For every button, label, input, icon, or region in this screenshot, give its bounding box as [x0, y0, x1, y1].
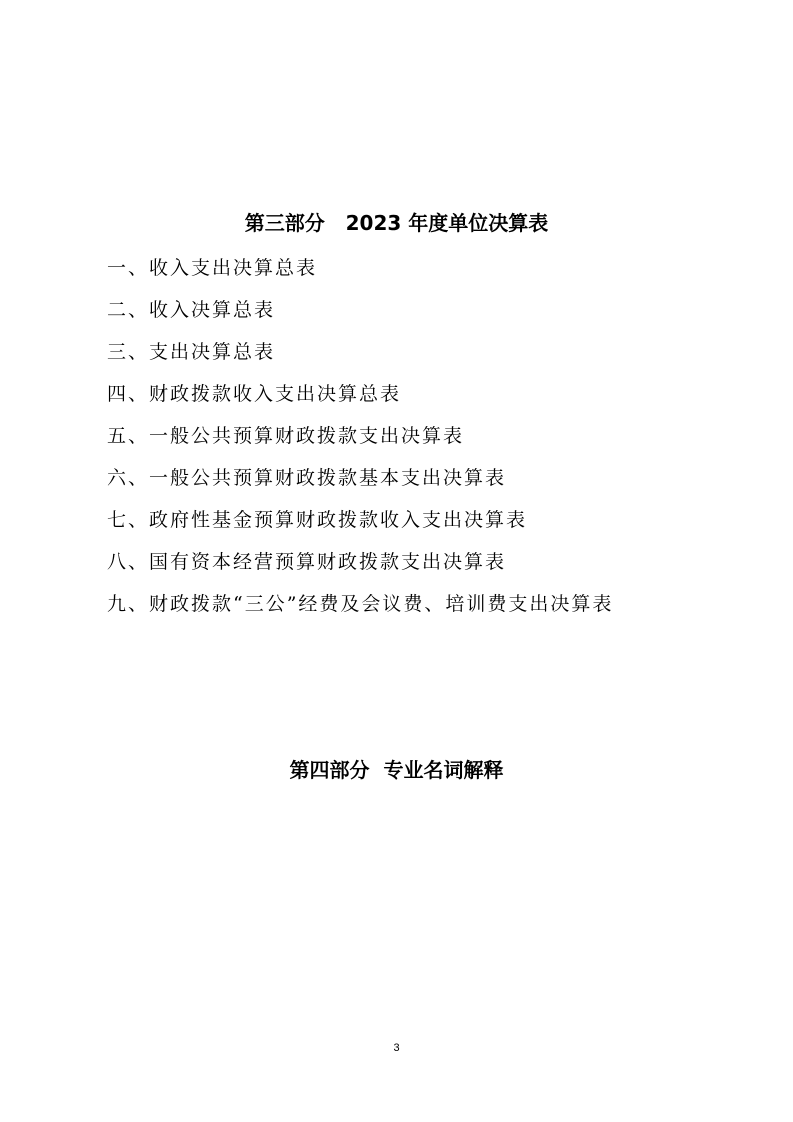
list-item: 九、财政拨款“三公”经费及会议费、培训费支出决算表 — [107, 593, 614, 615]
part3-table-list — [107, 256, 613, 634]
list-item: 一、收入支出决算总表 — [107, 257, 318, 279]
list-item: 六、一般公共预算财政拨款基本支出决算表 — [107, 467, 507, 489]
list-item: 三、支出决算总表 — [107, 341, 276, 363]
list-item: 七、政府性基金预算财政拨款收入支出决算表 — [107, 509, 528, 531]
list-item: 五、一般公共预算财政拨款支出决算表 — [107, 425, 465, 447]
part4-title: 第四部分 专业名词解释 — [289, 758, 504, 782]
list-item: 四、财政拨款收入支出决算总表 — [107, 383, 402, 405]
part3-title: 第三部分 2023 年度单位决算表 — [244, 211, 549, 235]
page-number: 3 — [393, 1042, 400, 1054]
list-item: 八、国有资本经营预算财政拨款支出决算表 — [107, 551, 507, 573]
list-item: 二、收入决算总表 — [107, 299, 276, 321]
